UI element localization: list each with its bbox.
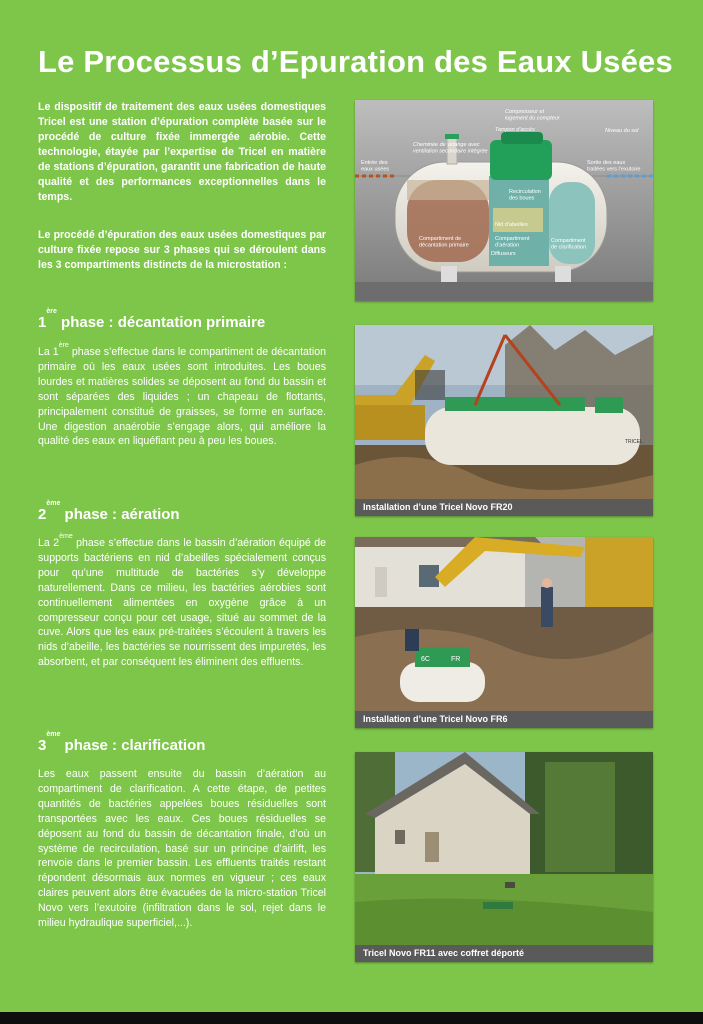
diagram-label-comp2: Compartiment d’aération xyxy=(495,236,530,249)
caption-fr20: Installation d’une Tricel Novo FR20 xyxy=(355,499,653,516)
diagram-label-recirc: Recirculation des boues xyxy=(509,189,541,202)
phase1-text: La 1ère phase s’effectue dans le compartiment de décantation primaire où les eaux usées sont introduites. Les boues lourdes et matières solides se déposent au fond du bassin et sont séparées des liquides ; un chapeau de flottants, principalement constitué de graisses, se forme en surface. Une digestion anaérobie s’engage alors, qui améliore la qualité des eaux en liquéfiant peu à peu les boues. xyxy=(38,342,326,448)
caption-fr6: Installation d’une Tricel Novo FR6 xyxy=(355,711,653,728)
phase3-heading: 3ème phase : clarification xyxy=(38,731,206,754)
diagram-label-comp1: Compartiment de décantation primaire xyxy=(419,236,469,249)
page-title: Le Processus d’Epuration des Eaux Usées xyxy=(38,44,673,79)
tank-brand-label: TRICEL xyxy=(625,439,643,445)
photo-install-fr6 xyxy=(355,537,653,728)
tank-mark-6c: 6C xyxy=(421,656,430,663)
diagram-label-nests: Nid d’abeilles xyxy=(495,222,528,228)
phase2-heading: 2ème phase : aération xyxy=(38,500,180,523)
caption-fr11: Tricel Novo FR11 avec coffret déporté xyxy=(355,945,653,962)
diagram-label-comp3: Compartiment de clarification xyxy=(551,238,587,251)
diagram-label-diffuser: Diffuseurs xyxy=(491,251,516,257)
intro-paragraph-2: Le procédé d’épuration des eaux usées domestiques par culture fixée repose sur 3 phases qui se déroulent dans les 3 compartiments distincts de la microstation : xyxy=(38,229,326,271)
diagram-label-inlet: Entrée des eaux usées xyxy=(361,160,390,173)
intro-paragraph-1: Le dispositif de traitement des eaux usées domestiques Tricel est une station d’épuration complète basée sur le procédé de culture fixée immergée aérobie. Cette technologie, étayée par l’expertise de Tricel en matière de stations d’épuration, garantit une fabrication de haute qualité et des performances exceptionnelles dans le temps. xyxy=(38,101,326,203)
phase1-heading: 1ère phase : décantation primaire xyxy=(38,308,266,331)
tank-mark-fr: FR xyxy=(451,656,461,663)
photo-install-fr20 xyxy=(355,325,653,516)
phase3-text: Les eaux passent ensuite du bassin d’aération au compartiment de clarification. A cette étape, de petites quantités de bactéries appelées boues résiduelles sont transportées avec les eaux. Ces boues résiduelles se déposent au fond du bassin de décantation finale, d’où un système de recirculation, basé sur un principe d’airlift, les renvoie dans le premier bassin. Les effluents traités restant répondent désormais aux normes en vigueur ; ces eaux claires peuvent alors être évacuées de la micro-station Tricel Novo vers l’exutoire (infiltration dans le sol, rejet dans le milieu hydraulique superficiel,...). xyxy=(38,768,326,930)
diagram-label-outlet: Sortie des eaux traitées vers l’exutoire xyxy=(587,160,641,173)
bottom-bar xyxy=(0,1012,703,1024)
phase2-text: La 2ème phase s’effectue dans le bassin d’aération équipé de supports bactériens en nid d’abeilles spécialement conçus pour qu’une multitude de bactéries s’y développe naturellement. Dans ce milieu, les bactéries aérobies sont continuellement alimentées en oxygène grâce à un compresseur conçu pour cet usage, situé au sommet de la cuve. Alors que les eaux pré-traitées s’écoulent à travers les nids d’abeille, les bactéries se nourrissent des impuretés, les absorbent, et par conséquent les éliminent des effluents. xyxy=(38,533,326,669)
process-diagram xyxy=(355,100,653,301)
diagram-label-ground: Niveau du sol xyxy=(605,128,639,134)
diagram-label-chimney: Cheminée de vidange avec ventilation secondaire intégrée xyxy=(413,142,488,155)
diagram-label-compressor: Compresseur et logement du compteur xyxy=(505,109,560,122)
photo-fr11 xyxy=(355,752,653,962)
diagram-label-access: Tampon d’accès xyxy=(495,127,535,133)
